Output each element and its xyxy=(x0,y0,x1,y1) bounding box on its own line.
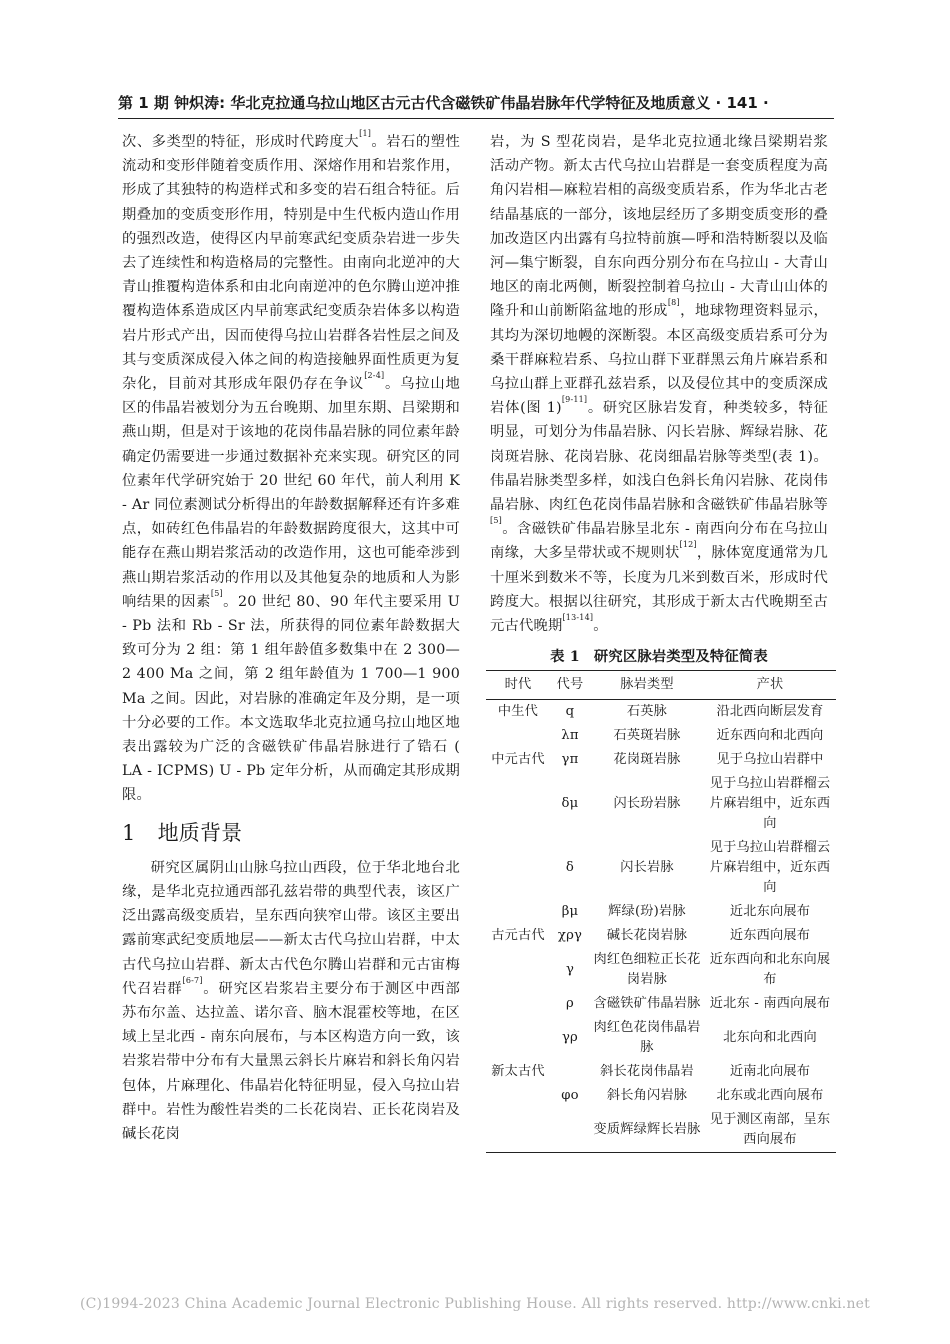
cell-type: 石英脉 xyxy=(626,704,668,720)
cell-era: 新太古代 xyxy=(491,1064,545,1080)
cell-occurrence: 近东西向和北西向 xyxy=(716,728,824,744)
citation-ref[interactable]: [1] xyxy=(359,129,372,138)
table-row xyxy=(486,1016,836,1060)
cell-era xyxy=(486,772,550,836)
citation-ref[interactable]: [5] xyxy=(490,516,502,526)
cell-type: 石英斑岩脉 xyxy=(613,728,681,744)
cell-era xyxy=(486,1108,550,1153)
table-row xyxy=(486,992,836,1016)
cell-code: γπ xyxy=(561,752,579,768)
citation-ref[interactable]: [12] xyxy=(679,540,697,550)
cell-type: 斜长角闪岩脉 xyxy=(606,1088,688,1104)
table-row xyxy=(486,700,836,725)
cell-code: q xyxy=(565,704,575,720)
cell-occurrence: 近北东 - 南西向展布 xyxy=(709,996,831,1012)
cell-occurrence: 近东西向和北东向展布 xyxy=(709,952,831,988)
left-column xyxy=(122,130,460,1146)
cell-code: χργ xyxy=(557,928,583,944)
table-row xyxy=(486,1060,836,1084)
cell-code: δμ xyxy=(561,796,579,812)
running-header: 第 1 期 钟炽涛: 华北克拉通乌拉山地区古元古代含磁铁矿伟晶岩脉年代学特征及地质意义 · 141 · xyxy=(118,94,769,112)
cell-era xyxy=(486,992,550,1016)
cell-code: ρ xyxy=(566,996,574,1012)
cell-code xyxy=(550,1108,590,1153)
cell-type: 肉红色细粒正长花岗岩脉 xyxy=(593,952,701,988)
section-heading xyxy=(122,816,460,850)
table-row xyxy=(486,836,836,900)
table-row xyxy=(486,948,836,992)
col-header-era: 时代 xyxy=(486,671,550,700)
cell-type: 碱长花岗岩脉 xyxy=(606,928,688,944)
table-header-row xyxy=(486,671,836,700)
cell-occurrence: 北东或北西向展布 xyxy=(716,1088,824,1104)
cell-occurrence: 近南北向展布 xyxy=(729,1064,811,1080)
cell-era: 中生代 xyxy=(497,704,539,720)
citation-ref[interactable]: [13-14] xyxy=(562,613,594,623)
table-row xyxy=(486,772,836,836)
cell-type: 闪长玢岩脉 xyxy=(613,796,681,812)
col-header-occurrence: 产状 xyxy=(704,671,836,700)
header-rule xyxy=(118,118,834,119)
citation-ref[interactable]: [6-7] xyxy=(182,975,203,985)
intro-paragraph: 次、多类型的特征，形成时代跨度大[1]。岩石的塑性流动和变形伴随着变质作用、深熔作用和岩浆作用，形成了其独特的构造样式和多变的岩石组合特征。后期叠加的变质变形作用，特别是中生代板内造山作用的强烈改造，使得区内早前寒武纪变质杂岩进一步失去了连续性和构造格局的完整性。由南向北逆冲的大青山推覆构造体系和由北向南逆冲的色尔腾山逆冲推覆构造体系造成区内早前寒武纪变质杂岩体多以构造岩片形式产出，因而使得乌拉山岩群各岩性层之间及其与变质深成侵入体之间的构造接触界面性质更为复杂化，目前对其形成年限仍存在争议[2-4]。乌拉山地区的伟晶岩被划分为五台晚期、加里东期、吕梁期和燕山期，但是对于该地的花岗伟晶岩脉的同位素年龄确定仍需要进一步通过数据补充来实现。研究区的同位素年代学研究始于 20 世纪 60 年代，前人利用 K - Ar 同位素测试分析得出的年龄数据解释还有许多难点，如砖红色伟晶岩的年龄数据跨度很大，这其中可能存在燕山期岩浆活动的改造作用，这也可能牵涉到燕山期岩浆活动的作用以及其他复杂的地质和人为影响结果的因素[5]。20 世纪 80、90 年代主要采用 U - Pb 法和 Rb - Sr 法，所获得的同位素年龄数据大致可分为 2 组：第 1 组年龄值多数集中在 2 300—2 400 Ma 之间，第 2 组年龄值为 1 700—1 900 Ma 之间。因此，对岩脉的准确定年及分期，是一项十分必要的工作。本文选取华北克拉通乌拉山地区地表出露较为广泛的含磁铁矿伟晶岩脉进行了锆石 ( LA - ICPMS) U - Pb 定年分析，从而确定其形成期限。 xyxy=(122,129,461,804)
cell-type: 变质辉绿辉长岩脉 xyxy=(590,1108,704,1153)
continued-paragraph: 岩，为 S 型花岗岩，是华北克拉通北缘吕梁期岩浆活动产物。新太古代乌拉山岩群是一套变质程度为高角闪岩相—麻粒岩相的高级变质岩系，作为华北古老结晶基底的一部分，该地层经历了多期变质变形的叠加改造区内出露有乌拉特前旗—呼和浩特断裂以及临河—集宁断裂，自东向西分别分布在乌拉山 - 大青山地区的南北两侧，断裂控制着乌拉山 - 大青山山体的隆升和山前断陷盆地的形成[8]，地球物理资料显示，其均为深切地幔的深断裂。本区高级变质岩系可分为桑干群麻粒岩系、乌拉山群下亚群黑云角片麻岩系和乌拉山群上亚群孔兹岩系，以及侵位其中的变质深成岩体(图 1)[9-11]。研究区脉岩发育，种类较多，特征明显，可划分为伟晶岩脉、闪长岩脉、辉绿岩脉、花岗斑岩脉、花岗岩脉、花岗细晶岩脉等类型(表 1)。伟晶岩脉类型多样，如浅白色斜长角闪岩脉、花岗伟晶岩脉、肉红色花岗伟晶岩脉和含磁铁矿伟晶岩脉等[5]。含磁铁矿伟晶岩脉呈北东 - 南西向分布在乌拉山南缘，大多呈带状或不规则状[12]，脉体宽度通常为几十厘米到数米不等，长度为几米到数百米，形成时代跨度大。根据以往研究，其形成于新太古代晚期至古元古代晚期[13-14]。 xyxy=(490,134,829,635)
col-header-type: 脉岩类型 xyxy=(590,671,704,700)
cell-era: 古元古代 xyxy=(491,928,545,944)
table-row xyxy=(486,900,836,924)
cell-code: βμ xyxy=(561,904,579,920)
cell-occurrence: 北东向和北西向 xyxy=(723,1030,817,1046)
right-column xyxy=(490,130,831,1153)
table-row xyxy=(486,724,836,748)
cell-type: 辉绿(玢)岩脉 xyxy=(608,904,686,920)
table-row xyxy=(486,924,836,948)
cell-era xyxy=(486,1016,550,1060)
table-number: 表 1 xyxy=(550,649,580,666)
cell-occurrence: 近北东向展布 xyxy=(729,904,811,920)
cell-code xyxy=(550,1060,590,1084)
geology-paragraph: 研究区属阴山山脉乌拉山西段，位于华北地台北缘，是华北克拉通西部孔兹岩带的典型代表，该区广泛出露高级变质岩，呈东西向狭窄山带。该区主要出露前寒武纪变质地层——新太古代乌拉山岩群，中太古代乌拉山岩群、新太古代色尔腾山岩群和元古宙梅代召岩群[6-7]。研究区岩浆岩主要分布于测区中西部苏布尔盖、达拉盖、诺尔音、脑木混霍校等地，在区域上呈北西 - 南东向展布，与本区构造方向一致，该岩浆岩带中分布有大量黑云斜长片麻岩和斜长角闪岩包体，片麻理化、伟晶岩化特征明显，侵入乌拉山岩群中。岩性为酸性岩类的二长花岗岩、正长花岗岩及碱长花岗 xyxy=(122,859,460,1142)
cell-era: 中元古代 xyxy=(491,752,545,768)
cell-occurrence: 见于乌拉山岩群榴云片麻岩组中，近东西向 xyxy=(709,776,831,832)
table-title: 研究区脉岩类型及特征简表 xyxy=(593,649,768,666)
citation-ref[interactable]: [2-4] xyxy=(364,371,385,381)
cell-era xyxy=(486,1084,550,1108)
cell-occurrence: 见于乌拉山岩群中 xyxy=(716,752,824,768)
cell-code: φο xyxy=(561,1088,579,1104)
cell-occurrence: 沿北西向断层发育 xyxy=(716,704,824,720)
dike-types-table xyxy=(486,670,836,1153)
table-row xyxy=(486,748,836,772)
cell-era xyxy=(486,900,550,924)
cell-type: 花岗斑岩脉 xyxy=(613,752,681,768)
cell-occurrence: 见于测区南部，呈东西向展布 xyxy=(704,1108,836,1153)
cell-type: 含磁铁矿伟晶岩脉 xyxy=(593,996,701,1012)
cell-type: 肉红色花岗伟晶岩脉 xyxy=(593,1020,701,1056)
cell-occurrence: 近东西向展布 xyxy=(729,928,811,944)
cell-type: 斜长花岗伟晶岩 xyxy=(600,1064,694,1080)
cell-type: 闪长岩脉 xyxy=(620,860,674,876)
table-row xyxy=(486,1108,836,1153)
cell-code: λπ xyxy=(561,728,579,744)
cell-code: γρ xyxy=(561,1030,579,1046)
cell-code: γ xyxy=(565,962,575,978)
section-title: 地质背景 xyxy=(157,820,243,845)
cell-era xyxy=(486,836,550,900)
section-number: 1 xyxy=(122,820,136,845)
table-caption xyxy=(490,644,828,670)
citation-ref[interactable]: [5] xyxy=(210,588,223,598)
cell-era xyxy=(486,948,550,992)
cell-occurrence: 见于乌拉山岩群榴云片麻岩组中，近东西向 xyxy=(709,840,831,896)
cell-code: δ xyxy=(565,860,575,876)
col-header-code: 代号 xyxy=(550,671,590,700)
citation-ref[interactable]: [8] xyxy=(667,298,680,308)
copyright-footer: (C)1994-2023 China Academic Journal Electronic Publishing House. All rights reserved. http://www.cnki.net xyxy=(79,1296,870,1312)
citation-ref[interactable]: [9-11] xyxy=(561,395,588,405)
cell-era xyxy=(486,724,550,748)
table-row xyxy=(486,1084,836,1108)
